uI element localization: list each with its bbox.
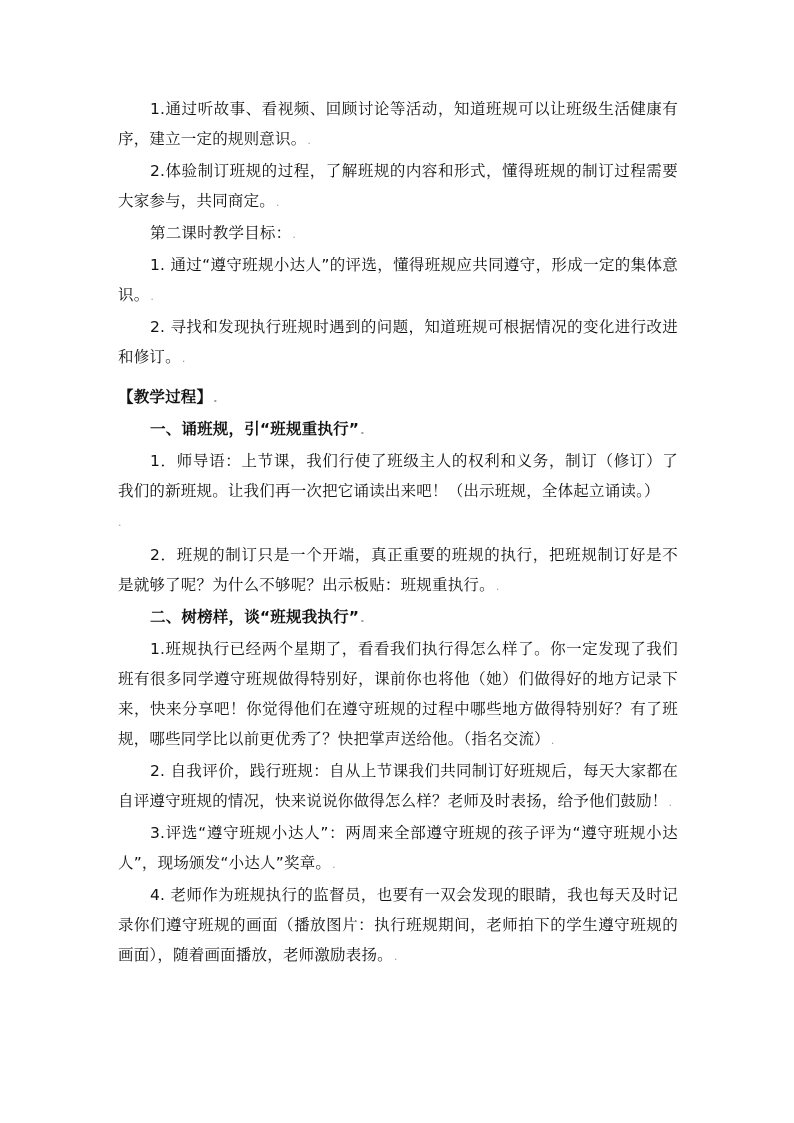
heading-part-2: 二、树榜样，谈“班规我执行”. — [150, 608, 365, 626]
paragraph-part1-step-2: 2．班规的制订只是一个开端，真正重要的班规的执行，把班规制订好是不是就够了呢？为什么不够呢？出示板贴：班规重执行。. — [118, 546, 678, 594]
paragraph-part2-step-1: 1.班规执行已经两个星期了，看看我们执行得怎么样了。你一定发现了我们班有很多同学遵守班规做得特别好，课前你也将他（她）们做得好的地方记录下来，快来分享吧！你觉得他们在遵守班规的过程中哪些地方做得特别好？有了班规，哪些同学比以前更优秀了？快把掌声送给他。（指名交流）. — [118, 640, 678, 748]
paragraph-goal-1: 1.通过听故事、看视频、回顾讨论等活动，知道班规可以让班级生活健康有序，建立一定的规则意识。. — [118, 100, 678, 148]
document-body — [118, 94, 678, 972]
paragraph-part2-step-3: 3.评选“遵守班规小达人”：两周来全部遵守班规的孩子评为“遵守班规小达人”，现场颁发“小达人”奖章。. — [118, 824, 678, 872]
paragraph-part2-step-4: 4. 老师作为班规执行的监督员，也要有一双会发现的眼睛，我也每天及时记录你们遵守班规的画面（播放图片：执行班规期间，老师拍下的学生遵守班规的画面），随着画面播放，老师激励表扬。. — [118, 886, 678, 964]
paragraph-goal-2: 2.体验制订班规的过程，了解班规的内容和形式，懂得班规的制订过程需要大家参与，共同商定。. — [118, 162, 678, 210]
paragraph-part2-step-2: 2. 自我评价，践行班规：自从上节课我们共同制订好班规后，每天大家都在自评遵守班规的情况，快来说说你做得怎么样？老师及时表扬，给予他们鼓励！. — [118, 762, 678, 810]
paragraph-lesson2-goal-2: 2. 寻找和发现执行班规时遇到的问题，知道班规可根据情况的变化进行改进和修订。. — [118, 318, 678, 366]
paragraph-lesson2-goals-title: 第二课时教学目标：. — [150, 224, 297, 242]
paragraph-part1-step-1: 1．师导语：上节课，我们行使了班级主人的权利和义务，制订（修订）了我们的新班规。让我们再一次把它诵读出来吧！（出示班规，全体起立诵读。） — [118, 452, 678, 500]
section-teaching-process: 【教学过程】. — [118, 388, 218, 406]
blank-paragraph: . — [118, 516, 122, 529]
paragraph-lesson2-goal-1: 1. 通过“遵守班规小达人”的评选，懂得班规应共同遵守，形成一定的集体意识。. — [118, 256, 678, 304]
heading-part-1: 一、诵班规，引“班规重执行”. — [150, 420, 365, 438]
